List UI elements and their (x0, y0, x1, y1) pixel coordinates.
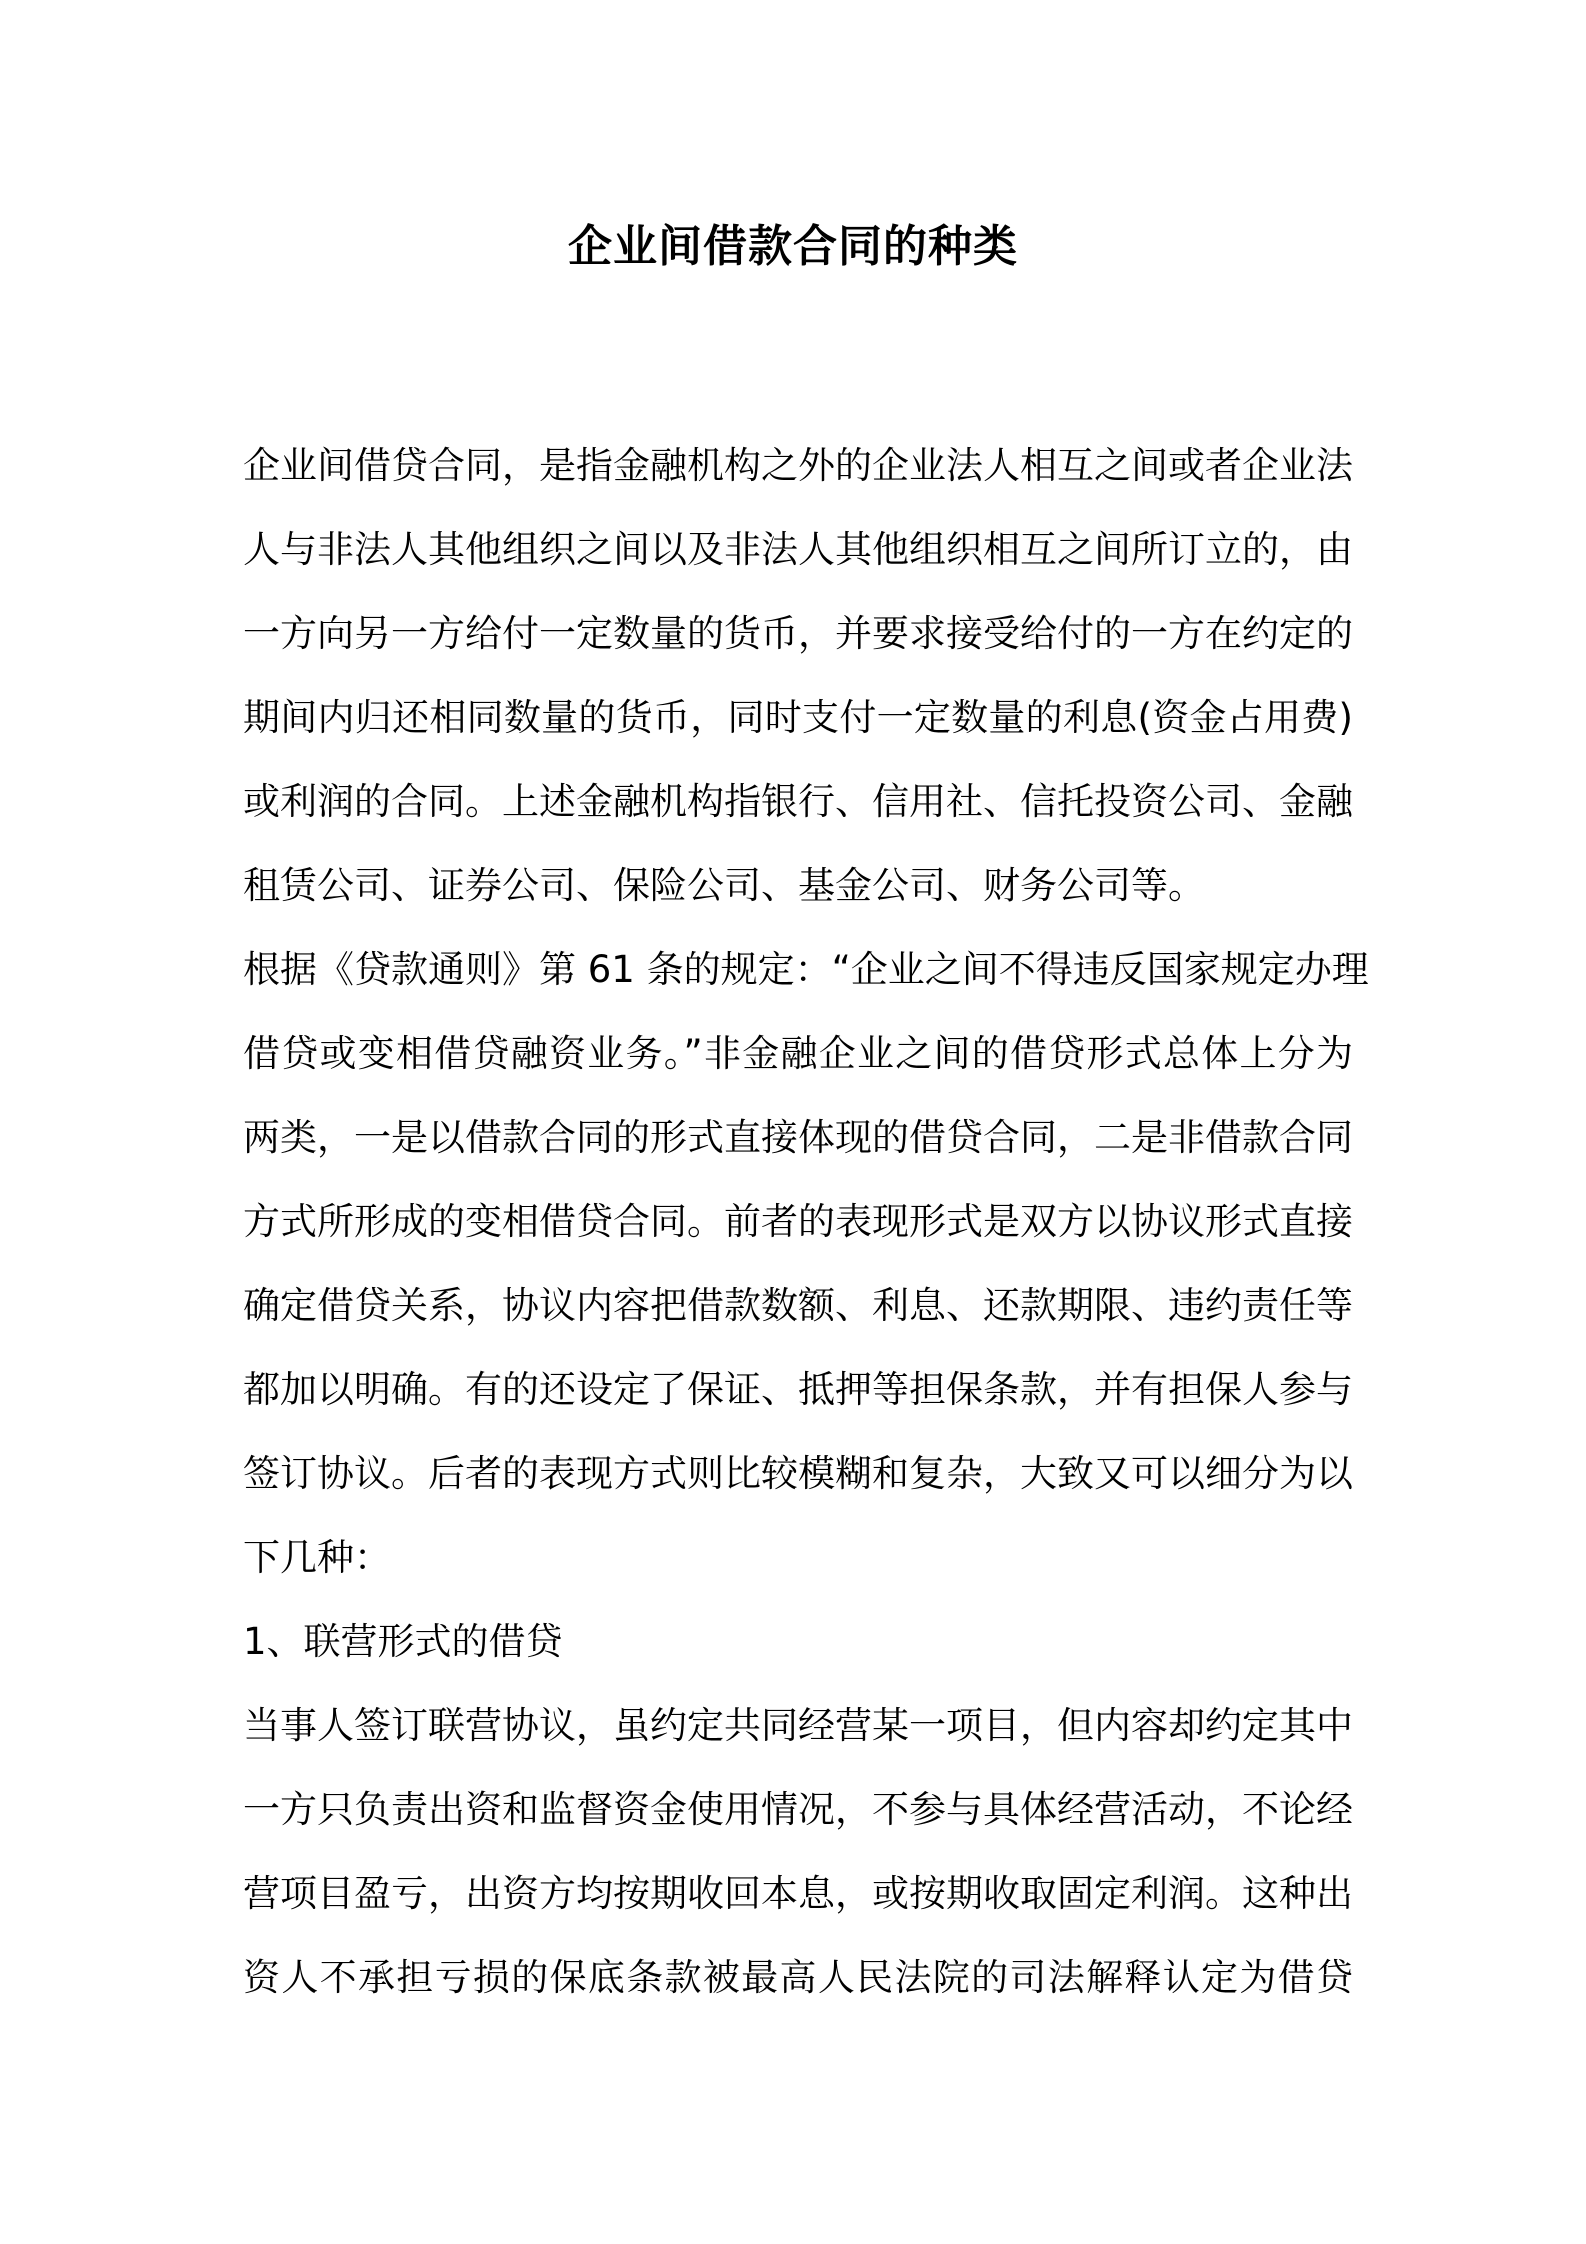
paragraph-line: 两类，一是以借款合同的形式直接体现的借贷合同，二是非借款合同 (243, 1116, 1353, 1159)
paragraph-line: 资人不承担亏损的保底条款被最高人民法院的司法解释认定为借贷 (243, 1956, 1353, 1999)
paragraph-line: 下几种： (243, 1536, 391, 1579)
paragraph-line: 一方只负责出资和监督资金使用情况，不参与具体经营活动，不论经 (243, 1788, 1353, 1831)
paragraph-line: 方式所形成的变相借贷合同。前者的表现形式是双方以协议形式直接 (243, 1200, 1353, 1243)
paragraph-line: 一方向另一方给付一定数量的货币，并要求接受给付的一方在约定的 (243, 612, 1353, 655)
paragraph-line: 营项目盈亏，出资方均按期收回本息，或按期收取固定利润。这种出 (243, 1872, 1353, 1915)
section-heading: 1、联营形式的借贷 (243, 1620, 563, 1663)
paragraph-line: 租赁公司、证券公司、保险公司、基金公司、财务公司等。 (243, 864, 1205, 907)
paragraph-line: 当事人签订联营协议，虽约定共同经营某一项目，但内容却约定其中 (243, 1704, 1353, 1747)
paragraph-line: 人与非法人其他组织之间以及非法人其他组织相互之间所订立的，由 (243, 528, 1353, 571)
paragraph-line: 根据《贷款通则》第 61 条的规定：“企业之间不得违反国家规定办理 (243, 948, 1369, 991)
paragraph-line: 或利润的合同。上述金融机构指银行、信用社、信托投资公司、金融 (243, 780, 1353, 823)
paragraph-line: 签订协议。后者的表现方式则比较模糊和复杂，大致又可以细分为以 (243, 1452, 1353, 1495)
document-title: 企业间借款合同的种类 (568, 221, 1018, 272)
paragraph-line: 都加以明确。有的还设定了保证、抵押等担保条款，并有担保人参与 (243, 1368, 1353, 1411)
paragraph-line: 企业间借贷合同，是指金融机构之外的企业法人相互之间或者企业法 (243, 444, 1353, 487)
paragraph-line: 期间内归还相同数量的货币，同时支付一定数量的利息(资金占用费) (243, 696, 1353, 739)
paragraph-line: 确定借贷关系，协议内容把借款数额、利息、还款期限、违约责任等 (243, 1284, 1353, 1327)
paragraph-line: 借贷或变相借贷融资业务。”非金融企业之间的借贷形式总体上分为 (243, 1032, 1353, 1075)
